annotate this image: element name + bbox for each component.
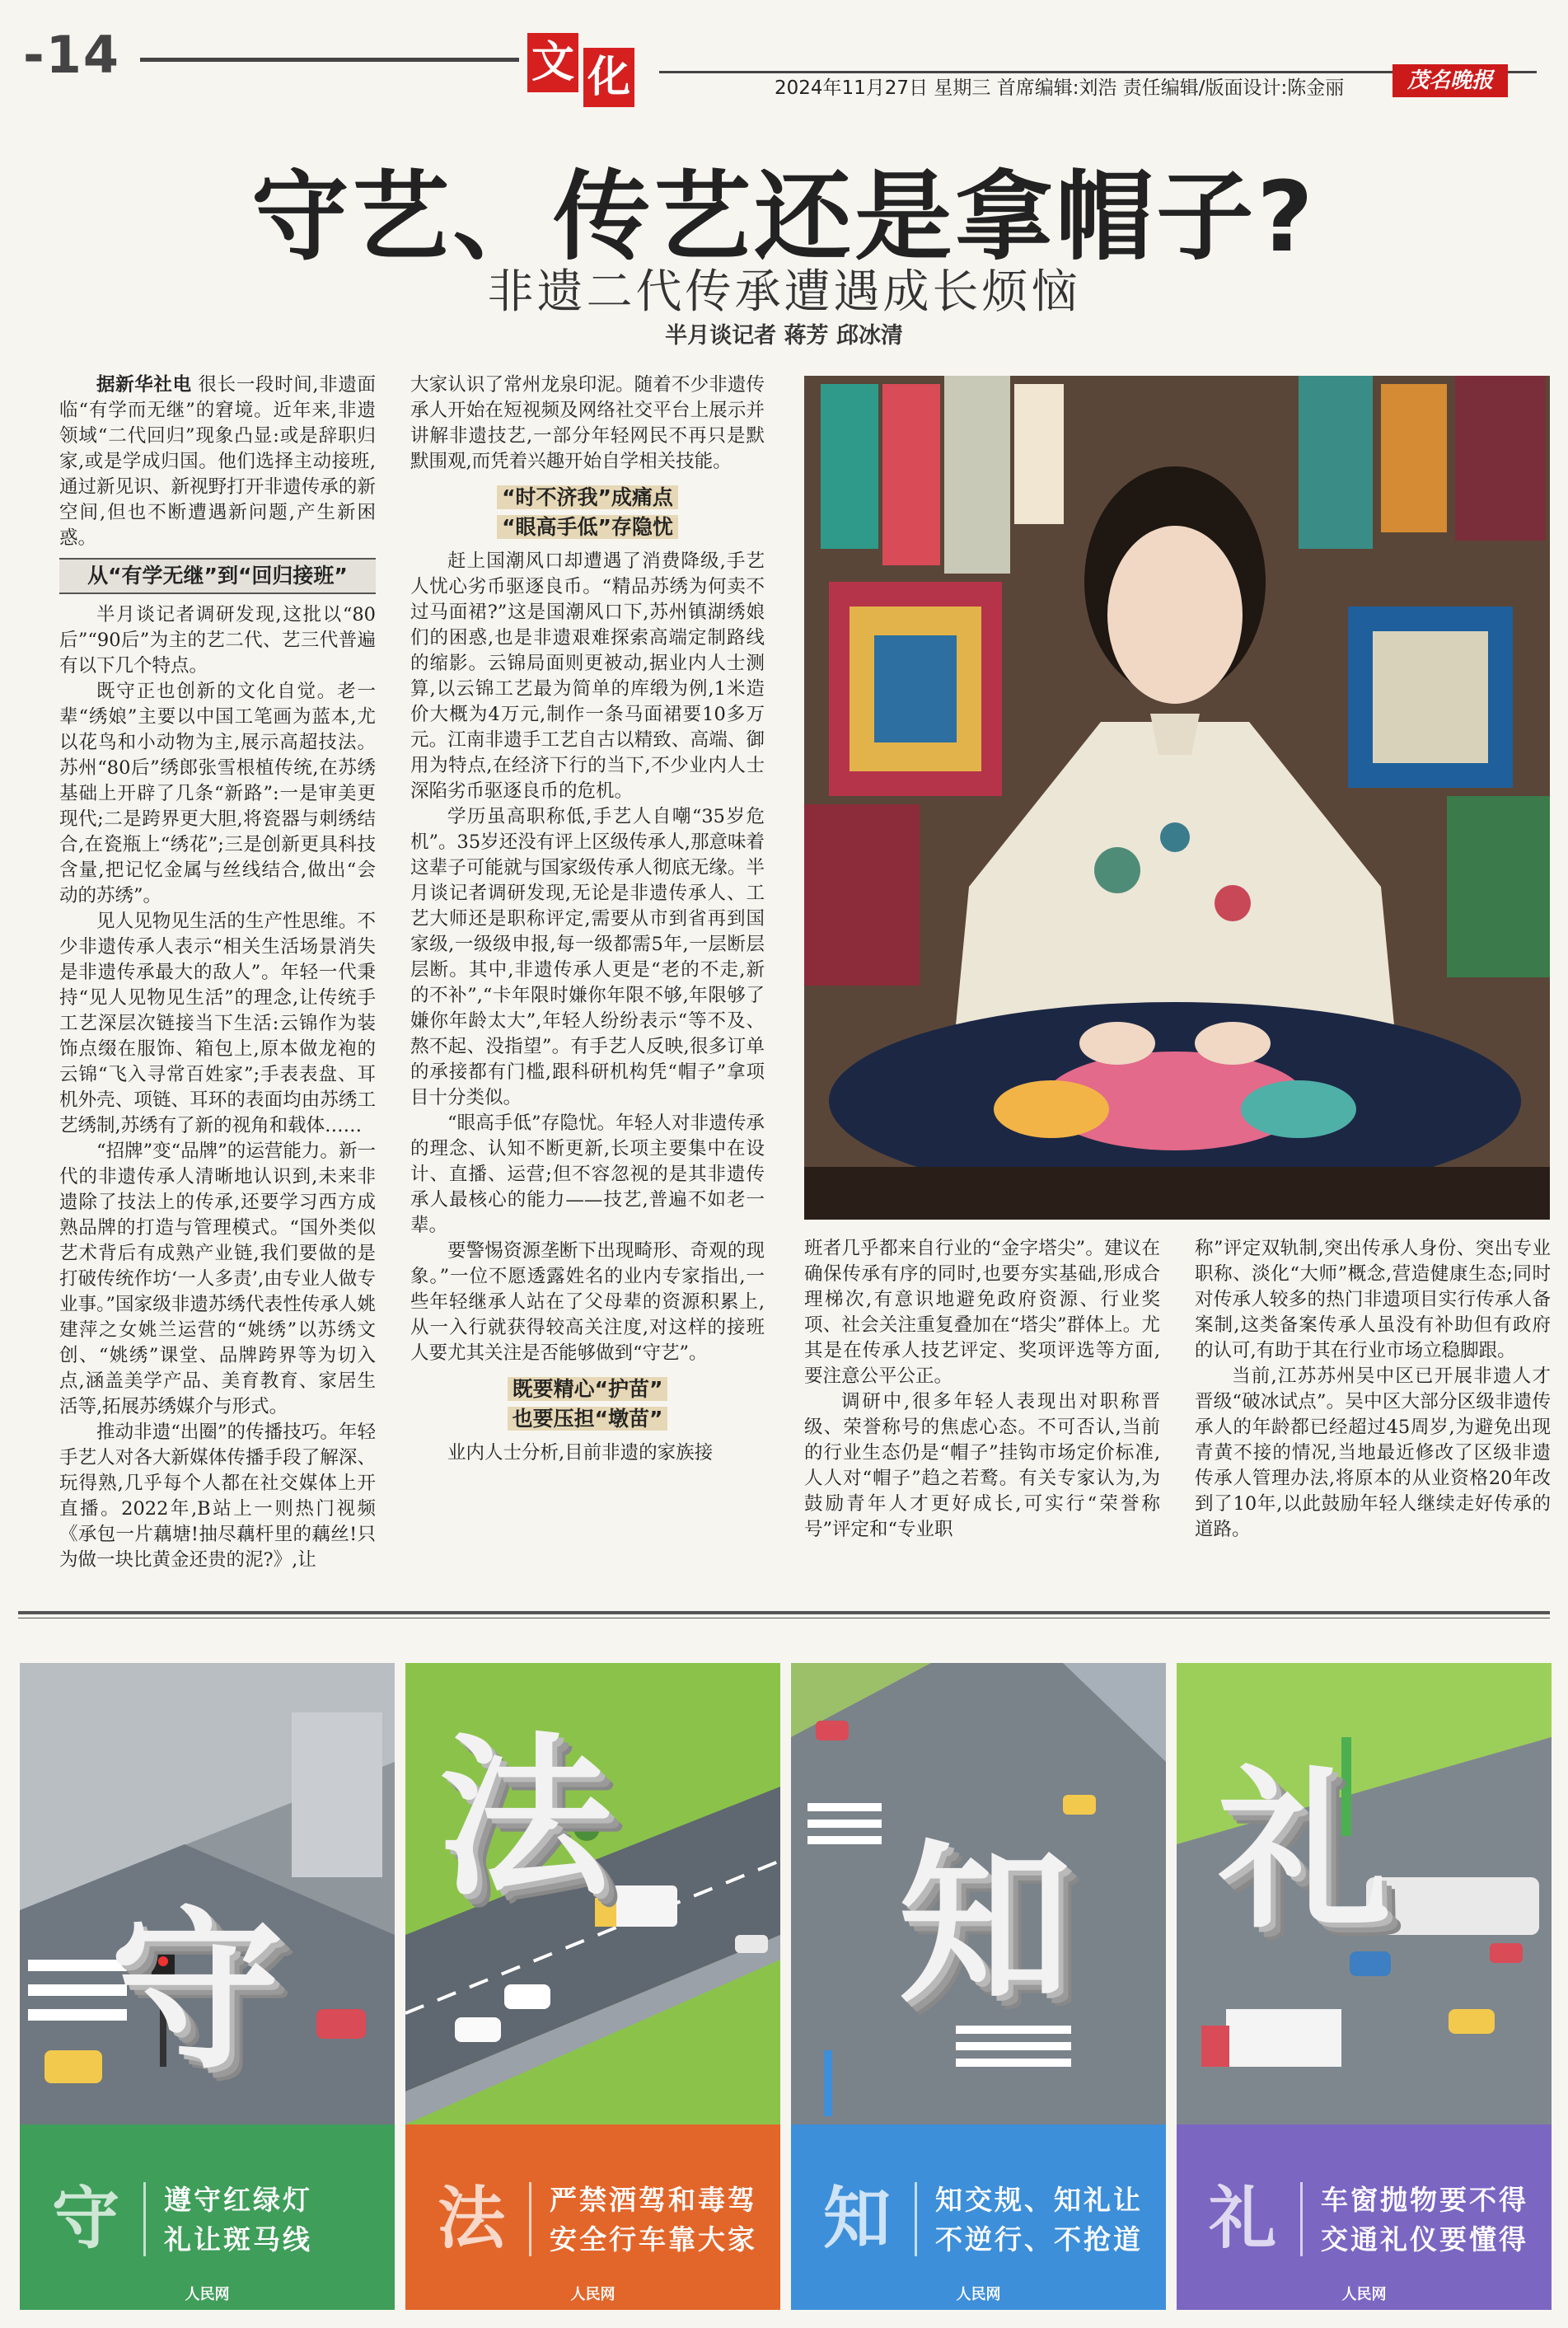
paragraph: 调研中,很多年轻人表现出对职称晋级、荣誉称号的焦虑心态。不可否认,当前的行业生态仍是“帽子”挂钩市场定价标准,人人对“帽子”趋之若鹜。有关专家认为,为鼓励青年人才更好成长,可实行“荣誉称号”评定和“专业职	[804, 1391, 1160, 1540]
slogan-line-2: 安全行车靠大家	[550, 2223, 757, 2255]
traffic-poster-fa	[405, 1663, 780, 2310]
paragraph: 学历虽高职称低,手艺人自嘲“35岁危机”。35岁还没有评上区级传承人,那意味着这辈子可能就与国家级传承人彻底无缘。半月谈记者调研发现,无论是非遗传承人、工艺大师还是职称评定,需要从市到省再到国家级,一级级申报,每一级都需5年,一层断层层断。其中,非遗传承人更是“老的不走,新的不补”,“卡年限时嫌你年限不够,年限够了嫌你年龄太大”,年轻人纷纷表示“等不及、熬不起、没指望”。有手艺人反映,很多订单的承接都有门槛,跟科研机构凭“帽子”拿项目十分类似。	[410, 806, 765, 1108]
embroiderer-photo	[804, 376, 1550, 1220]
slogan-line-1: 知交规、知礼让	[935, 2184, 1143, 2216]
poster-slogan	[935, 2180, 1158, 2260]
paragraph: 既守正也创新的文化自觉。老一辈“绣娘”主要以中国工笔画为蓝本,尤以花鸟和小动物为主,展示高超技法。苏州“80后”绣郎张雪根植传统,在苏绣基础上开辟了几条“新路”:一是审美更现代;二是跨界更大胆,将瓷器与刺绣结合,在瓷瓶上“绣花”;三是创新更具科技含量,把记忆金属与丝线结合,做出“会动的苏绣”。	[59, 681, 376, 906]
subhead-line: “时不济我”成痛点	[497, 485, 678, 509]
section-char-2: 化	[583, 48, 634, 107]
section-char-1: 文	[527, 33, 578, 92]
article-column-3	[804, 1236, 1160, 1543]
people-cn-logo: 人民网	[956, 2286, 1001, 2303]
people-cn-logo: 人民网	[570, 2286, 615, 2303]
poster-big-glyph: 礼	[1218, 1750, 1392, 1952]
slogan-line-2: 交通礼仪要懂得	[1321, 2223, 1528, 2255]
lead-paragraph: 很长一段时间,非遗面临“有学而无继”的窘境。近年来,非遗领域“二代回归”现象凸显:或是辞职归家,或是学成归国。他们选择主动接班,通过新见识、新视野打开非遗传承的新空间,但也不断遭遇新问题,产生新困惑。	[59, 374, 376, 549]
poster-slogan	[550, 2180, 772, 2260]
lead-source: 据新华社电	[96, 374, 192, 396]
poster-slogan	[1321, 2180, 1543, 2260]
paragraph: 赶上国潮风口却遭遇了消费降级,手艺人忧心劣币驱逐良币。“精品苏绣为何卖不过马面裙?”这是国潮风口下,苏州镇湖绣娘们的困惑,也是非遗艰难探索高端定制路线的缩影。云锦局面则更被动,据业内人士测算,以云锦工艺最为简单的库缎为例,1米造价大概为4万元,制作一条马面裙要10多万元。江南非遗手工艺自古以精致、高端、御用为特点,在经济下行的当下,不少业内人士深陷劣币驱逐良币的危机。	[410, 550, 765, 802]
poster-band-char: 知	[822, 2180, 891, 2258]
paragraph: 要警惕资源垄断下出现畸形、奇观的现象。”一位不愿透露姓名的业内专家指出,一些年轻继承人站在了父母辈的资源积累上,从一入行就获得较高关注度,对这样的接班人要尤其关注是否能够做到“守艺”。	[410, 1240, 765, 1364]
paragraph: 见人见物见生活的生产性思维。不少非遗传承人表示“相关生活场景消失是非遗传承最大的敌人”。年轻一代秉持“见人见物见生活”的理念,让传统手工艺深层次链接当下生活:云锦作为装饰点缀在服饰、箱包上,原本做龙袍的云锦“飞入寻常百姓家”;手表表盘、耳机外壳、项链、耳环的表面均由苏绣工艺绣制,苏绣有了新的视角和载体……	[59, 911, 376, 1136]
paragraph: “眼高手低”存隐忧。年轻人对非遗传承的理念、认知不断更新,长项主要集中在设计、直播、运营;但不容忽视的是其非遗传承人最核心的能力——技艺,普遍不如老一辈。	[410, 1112, 765, 1236]
poster-big-glyph: 法	[438, 1717, 612, 1919]
paragraph: 大家认识了常州龙泉印泥。随着不少非遗传承人开始在短视频及网络社交平台上展示并讲解非遗技艺,一部分年轻网民不再只是默默围观,而凭着兴趣开始自学相关技能。	[410, 374, 765, 472]
poster-slogan	[164, 2180, 386, 2260]
traffic-poster-shou	[20, 1663, 395, 2310]
people-cn-logo: 人民网	[1341, 2286, 1387, 2303]
subhead-line: 既要精心“护苗”	[508, 1377, 668, 1401]
dateline: 2024年11月27日 星期三 首席编辑:刘浩 责任编辑/版面设计:陈金丽	[775, 77, 1345, 99]
poster-band-char: 礼	[1208, 2180, 1276, 2258]
section-subhead	[410, 483, 765, 542]
slogan-line-1: 车窗抛物要不得	[1321, 2184, 1528, 2216]
paragraph: 推动非遗“出圈”的传播技巧。年轻手艺人对各大新媒体传播手段了解深、玩得熟,几乎每个人都在社交媒体上开直播。2022年,B站上一则热门视频《承包一片藕塘!抽尽藕杆里的藕丝!只为做一块比黄金还贵的泥?》,让	[59, 1422, 376, 1571]
slogan-line-2: 不逆行、不抢道	[935, 2223, 1143, 2255]
poster-band-divider	[529, 2182, 531, 2256]
paragraph: 业内人士分析,目前非遗的家族接	[447, 1442, 714, 1464]
poster-band-divider	[143, 2182, 146, 2256]
traffic-poster-zhi	[791, 1663, 1166, 2310]
paragraph: 称”评定双轨制,突出传承人身份、突出专业职称、淡化“大师”概念,营造健康生态;同时对传承人较多的热门非遗项目实行传承人备案制,这类备案传承人虽没有补助但有政府的认可,有助于其在行业市场立稳脚跟。	[1195, 1238, 1551, 1361]
article-byline: 半月谈记者 蒋芳 邱冰清	[665, 323, 903, 349]
paragraph: 半月谈记者调研发现,这批以“80后”“90后”为主的艺二代、艺三代普遍有以下几个特点。	[59, 604, 376, 677]
header-rule	[140, 58, 519, 62]
masthead-logo: 茂名晚报	[1392, 64, 1508, 97]
slogan-line-1: 遵守红绿灯	[164, 2184, 312, 2216]
section-subhead: 从“有学无继”到“回归接班”	[59, 558, 376, 594]
traffic-poster-li	[1177, 1663, 1552, 2310]
paragraph: 班者几乎都来自行业的“金字塔尖”。建议在确保传承有序的同时,也要夯实基础,形成合理梯次,有意识地避免政府资源、行业奖项、社会关注重复叠加在“塔尖”群体上。尤其是在传承人技艺评定、奖项评选等方面,要注意公平公正。	[804, 1238, 1160, 1387]
poster-band-char: 守	[51, 2180, 119, 2258]
paragraph: “招牌”变“品牌”的运营能力。新一代的非遗传承人清晰地认识到,未来非遗除了技法上的传承,还要学习西方成熟品牌的打造与管理模式。“国外类似艺术背后有成熟产业链,我们要做的是打破传统作坊‘一人多责’,由专业人做专业事。”国家级非遗苏绣代表性传承人姚建萍之女姚兰运营的“姚绣”以苏绣文创、“姚绣”课堂、品牌跨界等为切入点,涵盖美学产品、美育教育、家居生活等,拓展苏绣媒介与形式。	[59, 1141, 376, 1417]
article-title: 守艺、传艺还是拿帽子?	[251, 160, 1317, 274]
article-column-2	[410, 372, 765, 1466]
section-divider	[18, 1611, 1550, 1614]
poster-big-glyph: 知	[898, 1824, 1072, 2026]
slogan-line-1: 严禁酒驾和毒驾	[550, 2184, 757, 2216]
poster-band-divider	[1300, 2182, 1303, 2256]
subhead-line: 也要压担“墩苗”	[508, 1407, 668, 1431]
section-subhead	[410, 1375, 765, 1434]
article-column-1	[59, 372, 376, 1573]
paragraph: 当前,江苏苏州吴中区已开展非遗人才晋级“破冰试点”。吴中区大部分区级非遗传承人的年龄都已经超过45周岁,为避免出现青黄不接的情况,当地最近修改了区级非遗传承人管理办法,将原本的从业资格20年改到了10年,以此鼓励年轻人继续走好传承的道路。	[1195, 1365, 1551, 1540]
poster-big-glyph: 守	[110, 1890, 284, 2092]
page-number: -14	[23, 25, 121, 85]
article-column-4	[1195, 1236, 1551, 1543]
subhead-line: “眼高手低”存隐忧	[497, 515, 678, 539]
slogan-line-2: 礼让斑马线	[164, 2223, 312, 2255]
people-cn-logo: 人民网	[185, 2286, 230, 2303]
page-header	[0, 0, 1568, 115]
article-subtitle: 非遗二代传承遭遇成长烦恼	[487, 265, 1081, 319]
poster-band-char: 法	[437, 2180, 505, 2258]
poster-band-divider	[915, 2182, 917, 2256]
